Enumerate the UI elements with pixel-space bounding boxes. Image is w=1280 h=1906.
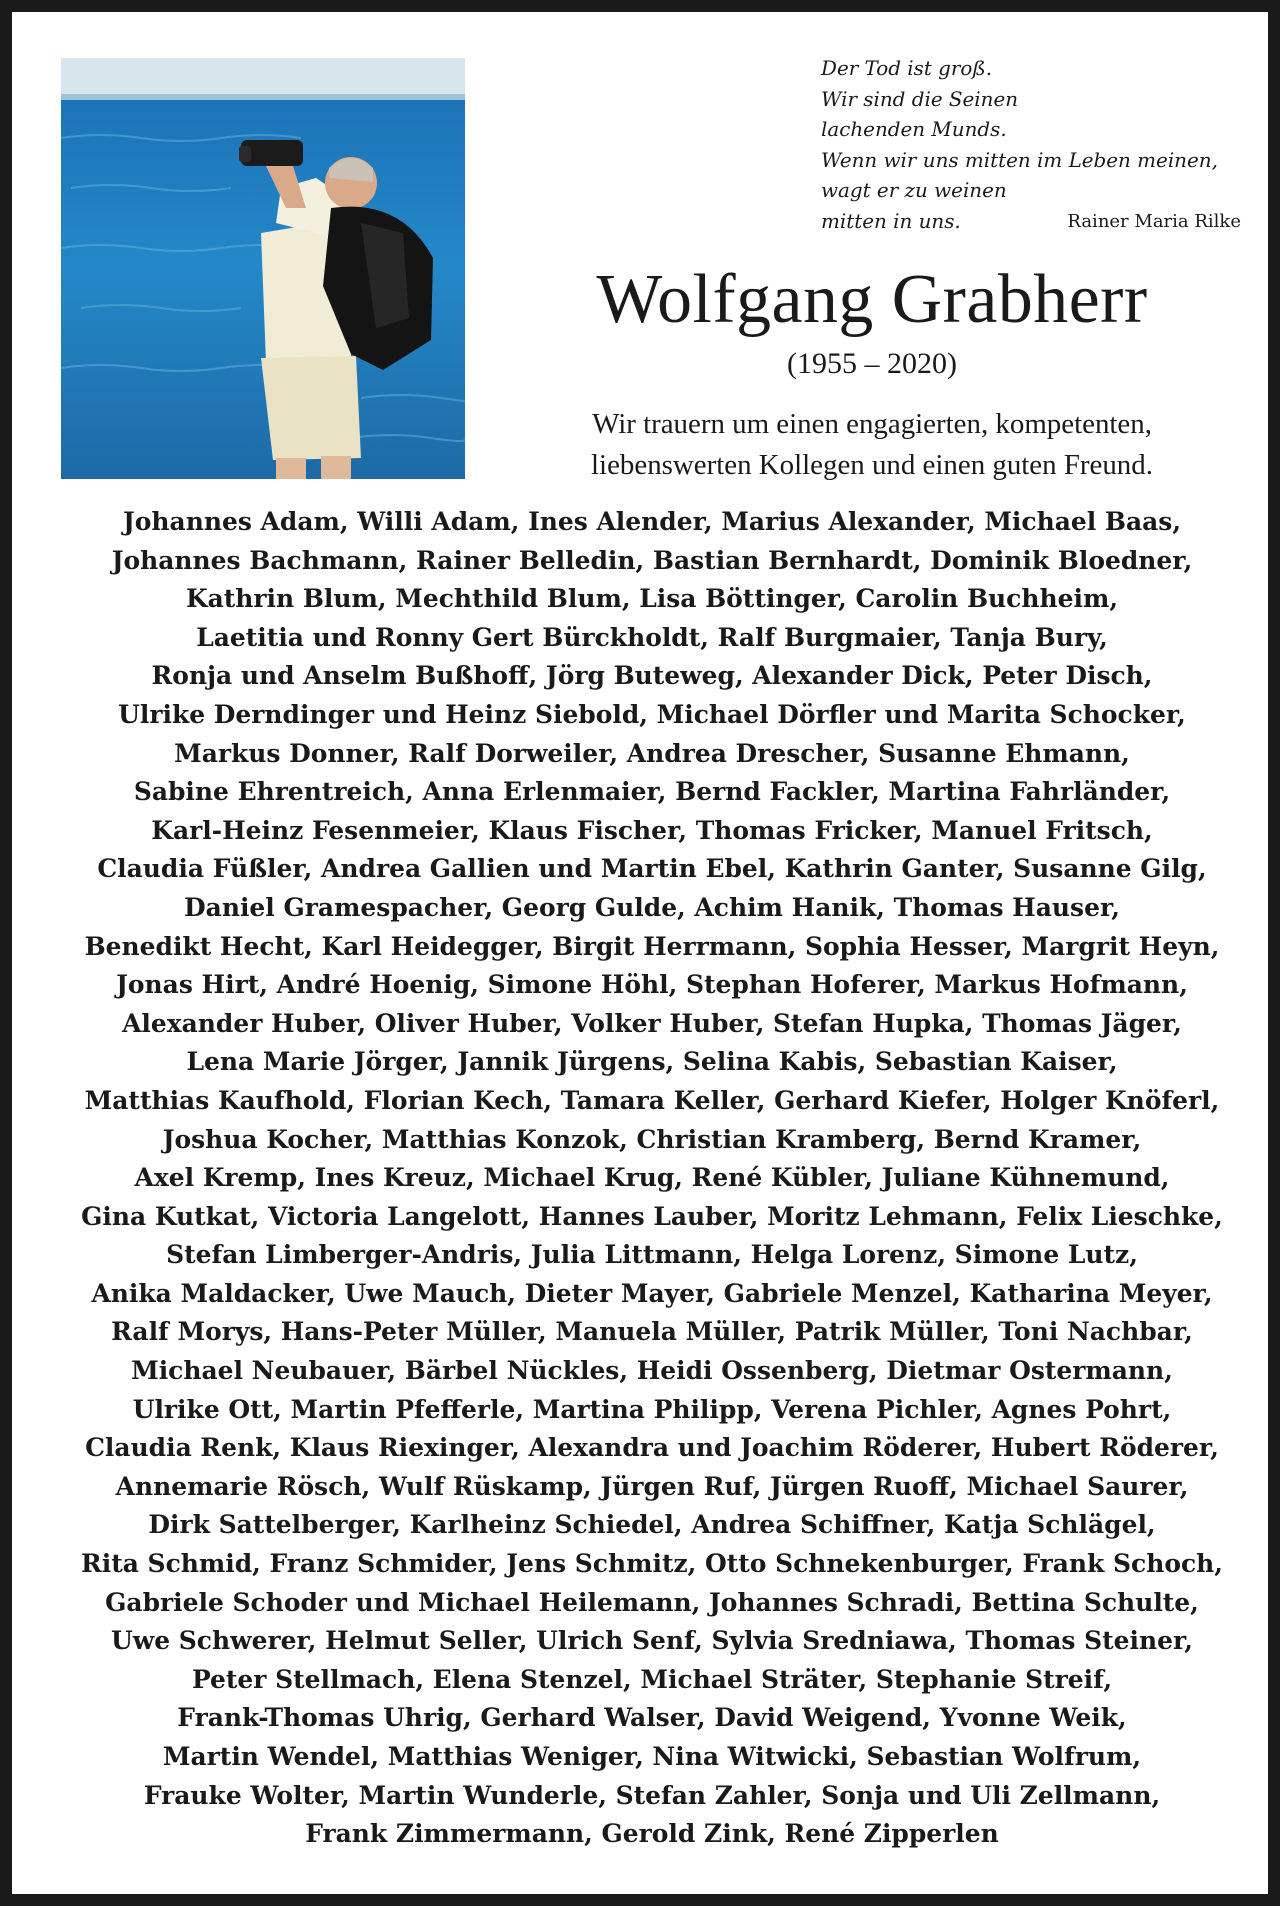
- poem-line: wagt er zu weinen: [821, 179, 1007, 202]
- mourners-line: Gabriele Schoder und Michael Heilemann, Johannes Schradi, Bettina Schulte,: [105, 1587, 1199, 1617]
- deceased-name: Wolfgang Grabherr: [596, 261, 1148, 338]
- mourners-line: Peter Stellmach, Elena Stenzel, Michael Sträter, Stephanie Streif,: [191, 1664, 1113, 1694]
- mourners-line: Martin Wendel, Matthias Weniger, Nina Witwicki, Sebastian Wolfrum,: [162, 1742, 1142, 1771]
- poem-line: Der Tod ist groß.: [821, 57, 993, 80]
- mourners-line: Markus Donner, Ralf Dorweiler, Andrea Drescher, Susanne Ehmann,: [174, 738, 1130, 768]
- mourners-line: Daniel Gramespacher, Georg Gulde, Achim Hanik, Thomas Hauser,: [184, 892, 1120, 922]
- poem-author: Rainer Maria Rilke: [1067, 211, 1241, 232]
- portrait-photo: [61, 58, 465, 479]
- mourners-line: Jonas Hirt, André Hoenig, Simone Höhl, Stephan Hoferer, Markus Hofmann,: [116, 970, 1188, 1000]
- mourners-line: Benedikt Hecht, Karl Heidegger, Birgit Herrmann, Sophia Hesser, Margrit Heyn,: [84, 931, 1220, 961]
- photographer-at-sea-image: [61, 58, 465, 479]
- mourners-line: Frauke Wolter, Martin Wunderle, Stefan Zahler, Sonja und Uli Zellmann,: [143, 1780, 1161, 1810]
- life-years: (1955 – 2020): [787, 347, 957, 380]
- mourners-line: Anika Maldacker, Uwe Mauch, Dieter Mayer, Gabriele Menzel, Katharina Meyer,: [91, 1278, 1213, 1308]
- mourners-line: Johannes Bachmann, Rainer Belledin, Bastian Bernhardt, Dominik Bloedner,: [111, 545, 1193, 575]
- mourners-line: Uwe Schwerer, Helmut Seller, Ulrich Senf, Sylvia Sredniawa, Thomas Steiner,: [111, 1626, 1193, 1656]
- poem-line: mitten in uns.: [821, 209, 961, 233]
- mourners-line: Matthias Kaufhold, Florian Kech, Tamara Keller, Gerhard Kiefer, Holger Knöferl,: [84, 1085, 1220, 1115]
- mourners-line: Claudia Füßler, Andrea Gallien und Martin Ebel, Kathrin Ganter, Susanne Gilg,: [97, 854, 1207, 884]
- mourners-line: Alexander Huber, Oliver Huber, Volker Huber, Stefan Hupka, Thomas Jäger,: [122, 1008, 1182, 1038]
- mourners-line: Sabine Ehrentreich, Anna Erlenmaier, Bernd Fackler, Martina Fahrländer,: [133, 777, 1171, 807]
- mourners-line: Gina Kutkat, Victoria Langelott, Hannes Lauber, Moritz Lehmann, Felix Lieschke,: [81, 1201, 1223, 1231]
- mourners-line: Johannes Adam, Willi Adam, Ines Alender, Marius Alexander, Michael Baas,: [122, 507, 1182, 536]
- mourners-line: Annemarie Rösch, Wulf Rüskamp, Jürgen Ruf, Jürgen Ruoff, Michael Saurer,: [115, 1471, 1189, 1501]
- mourners-line: Laetitia und Ronny Gert Bürckholdt, Ralf Burgmaier, Tanja Bury,: [196, 622, 1108, 652]
- mourners-line: Lena Marie Jörger, Jannik Jürgens, Selina Kabis, Sebastian Kaiser,: [186, 1047, 1118, 1077]
- mourners-line: Ulrike Ott, Martin Pfefferle, Martina Philipp, Verena Pichler, Agnes Pohrt,: [132, 1394, 1172, 1424]
- mourners-line: Kathrin Blum, Mechthild Blum, Lisa Böttinger, Carolin Buchheim,: [185, 584, 1119, 614]
- mourners-line: Rita Schmid, Franz Schmider, Jens Schmitz, Otto Schnekenburger, Frank Schoch,: [81, 1549, 1223, 1579]
- poem-line: Wir sind die Seinen: [821, 87, 1019, 111]
- mourners-line: Karl-Heinz Fesenmeier, Klaus Fischer, Thomas Fricker, Manuel Fritsch,: [151, 815, 1153, 845]
- poem-line: Wenn wir uns mitten im Leben meinen,: [821, 148, 1218, 172]
- mourners-line: Ronja und Anselm Bußhoff, Jörg Buteweg, Alexander Dick, Peter Disch,: [151, 661, 1153, 691]
- mourners-line: Frank Zimmermann, Gerold Zink, René Zipperlen: [305, 1819, 999, 1849]
- mourning-line: Wir trauern um einen engagierten, kompetenten,: [592, 408, 1152, 440]
- poem-line: lachenden Munds.: [821, 118, 1007, 141]
- mourners-line: Claudia Renk, Klaus Riexinger, Alexandra und Joachim Röderer, Hubert Röderer,: [85, 1433, 1219, 1463]
- mourners-line: Dirk Sattelberger, Karlheinz Schiedel, Andrea Schiffner, Katja Schlägel,: [148, 1510, 1156, 1540]
- mourners-list: [42, 503, 1262, 1854]
- mourners-line: Ralf Morys, Hans-Peter Müller, Manuela Müller, Patrik Müller, Toni Nachbar,: [111, 1317, 1193, 1347]
- mourners-line: Michael Neubauer, Bärbel Nückles, Heidi Ossenberg, Dietmar Ostermann,: [131, 1356, 1173, 1386]
- mourners-line: Axel Kremp, Ines Kreuz, Michael Krug, René Kübler, Juliane Kühnemund,: [134, 1163, 1170, 1193]
- mourning-line: liebenswerten Kollegen und einen guten Freund.: [591, 449, 1153, 481]
- mourners-line: Stefan Limberger-Andris, Julia Littmann, Helga Lorenz, Simone Lutz,: [166, 1240, 1138, 1270]
- rilke-poem: [821, 54, 1241, 237]
- mourners-line: Ulrike Derndinger und Heinz Siebold, Michael Dörfler und Marita Schocker,: [118, 699, 1186, 729]
- mourners-line: Frank-Thomas Uhrig, Gerhard Walser, David Weigend, Yvonne Weik,: [177, 1703, 1127, 1733]
- mourning-text: [502, 404, 1242, 486]
- mourners-line: Joshua Kocher, Matthias Konzok, Christian Kramberg, Bernd Kramer,: [162, 1124, 1142, 1154]
